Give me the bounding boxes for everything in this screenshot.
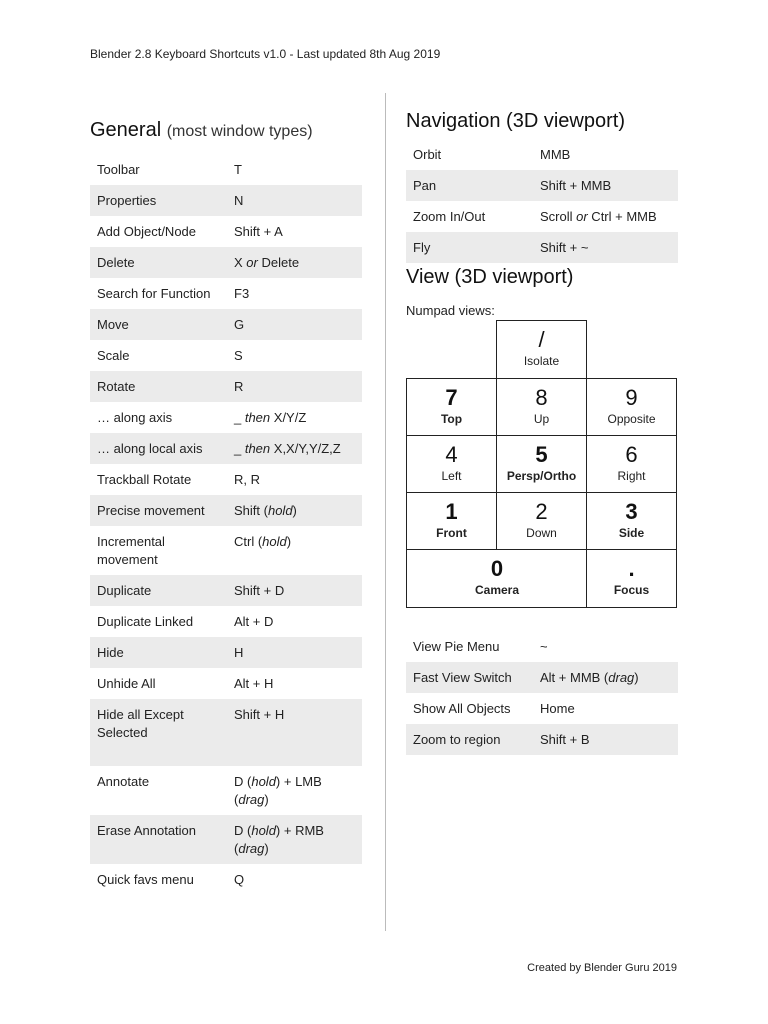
numpad-key-label: Front	[436, 526, 467, 540]
shortcut-row	[406, 724, 678, 755]
shortcut-key: D (hold) + RMB (drag)	[227, 815, 362, 864]
shortcut-row	[90, 340, 362, 371]
shortcut-row	[90, 185, 362, 216]
navigation-shortcut-table	[406, 139, 678, 263]
shortcut-row	[90, 309, 362, 340]
numpad-key	[496, 378, 587, 437]
shortcut-row	[406, 631, 678, 662]
shortcut-key: S	[234, 348, 243, 363]
shortcut-action: Erase Annotation	[90, 815, 227, 864]
document-header: Blender 2.8 Keyboard Shortcuts v1.0 - Last updated 8th Aug 2019	[90, 47, 441, 61]
shortcut-action: Delete	[90, 247, 227, 278]
shortcut-action: Fast View Switch	[406, 662, 533, 693]
shortcut-key: Alt + D	[234, 614, 274, 629]
numpad-key-label: Camera	[474, 583, 520, 597]
shortcut-action: Orbit	[413, 147, 442, 162]
shortcut-key: ~	[540, 639, 548, 654]
numpad-key	[586, 435, 677, 494]
numpad-key-label: Side	[618, 526, 645, 540]
numpad-key	[586, 492, 677, 551]
numpad-key-label: Opposite	[607, 412, 656, 426]
document-footer: Created by Blender Guru 2019	[527, 962, 677, 974]
shortcut-key: Ctrl (hold)	[234, 534, 292, 549]
shortcut-row	[90, 575, 362, 606]
shortcut-action: Incremental movement	[97, 534, 165, 567]
shortcut-row	[90, 154, 362, 185]
shortcut-row	[90, 606, 362, 637]
numpad-key-number: 0	[490, 556, 504, 581]
numpad-key-number: 4	[445, 442, 458, 467]
shortcut-key: _ then X/Y/Z	[234, 410, 307, 425]
shortcut-row	[406, 693, 678, 724]
shortcut-key: Shift + A	[234, 224, 283, 239]
numpad-key	[496, 492, 587, 551]
numpad-key-label: Focus	[613, 583, 650, 597]
shortcut-row	[90, 495, 362, 526]
shortcut-key: _ then X,X/Y,Y/Z,Z	[227, 433, 362, 464]
shortcut-action: … along axis	[97, 410, 173, 425]
numpad-key	[496, 320, 587, 379]
shortcut-key: R	[227, 371, 362, 402]
numpad-key-label: Up	[533, 412, 550, 426]
shortcut-row	[90, 699, 362, 766]
shortcut-key: N	[227, 185, 362, 216]
shortcut-action: Unhide All	[97, 676, 156, 691]
shortcut-action: Rotate	[90, 371, 227, 402]
shortcut-row	[90, 371, 362, 402]
view-shortcut-table	[406, 631, 678, 755]
shortcut-key: G	[227, 309, 362, 340]
shortcut-row	[90, 433, 362, 464]
shortcut-action: Fly	[406, 232, 533, 263]
numpad-key	[586, 378, 677, 437]
shortcut-row	[406, 201, 678, 232]
numpad-key-label: Top	[440, 412, 463, 426]
shortcut-action: Add Object/Node	[97, 224, 197, 239]
column-divider	[385, 93, 386, 931]
shortcut-key: R, R	[234, 472, 260, 487]
shortcut-row	[90, 402, 362, 433]
shortcut-row	[90, 526, 362, 575]
general-shortcut-table	[90, 154, 362, 895]
shortcut-key: Shift + D	[227, 575, 362, 606]
shortcut-key: Q	[234, 872, 245, 887]
shortcut-key: Alt + MMB (drag)	[533, 662, 678, 693]
numpad-key-number: 7	[445, 385, 458, 410]
shortcut-action: Precise movement	[90, 495, 227, 526]
numpad-key-number: 5	[535, 442, 548, 467]
numpad-key	[406, 378, 497, 437]
numpad-key-number: 1	[445, 499, 458, 524]
shortcut-key: Shift + ~	[533, 232, 678, 263]
numpad-key	[586, 549, 677, 608]
shortcut-key: Shift + H	[227, 699, 362, 766]
numpad-key-label: Persp/Ortho	[506, 469, 577, 483]
shortcut-row	[90, 216, 362, 247]
shortcut-row	[406, 662, 678, 693]
numpad-key	[496, 435, 587, 494]
viewport-section	[406, 107, 678, 755]
shortcut-action: Hide all Except Selected	[90, 699, 227, 766]
view-title: View (3D viewport)	[406, 266, 574, 288]
shortcut-row	[90, 766, 362, 815]
general-section	[90, 116, 362, 895]
shortcut-action: Toolbar	[97, 162, 140, 177]
numpad-key	[406, 492, 497, 551]
shortcut-key: F3	[234, 286, 250, 301]
general-title	[90, 116, 362, 146]
numpad-key-number: 9	[625, 385, 638, 410]
numpad-key-number: 8	[535, 385, 548, 410]
shortcut-key: Shift + B	[533, 724, 678, 755]
numpad-key-number: 6	[625, 442, 638, 467]
shortcut-action: Zoom In/Out	[413, 209, 486, 224]
shortcut-action: Duplicate Linked	[97, 614, 194, 629]
numpad-key	[406, 549, 588, 608]
shortcut-action: View Pie Menu	[413, 639, 500, 654]
navigation-title: Navigation (3D viewport)	[406, 110, 625, 132]
shortcut-row	[406, 139, 678, 170]
numpad-key-label: Down	[526, 526, 557, 540]
shortcut-row	[406, 170, 678, 201]
numpad-key-number: 3	[625, 499, 638, 524]
shortcut-action: Annotate	[97, 774, 150, 789]
numpad-diagram	[406, 320, 678, 611]
shortcut-row	[90, 637, 362, 668]
shortcut-row	[90, 278, 362, 309]
general-title-text: General	[90, 119, 162, 141]
general-subtitle: (most window types)	[166, 123, 313, 140]
shortcut-key: X or Delete	[227, 247, 362, 278]
shortcut-action: Pan	[406, 170, 533, 201]
numpad-key-label: Isolate	[523, 354, 560, 368]
numpad-key-number: .	[628, 556, 635, 581]
shortcut-action: … along local axis	[90, 433, 227, 464]
numpad-key-number: /	[538, 327, 545, 352]
shortcut-action: Trackball Rotate	[97, 472, 192, 487]
shortcut-row	[90, 464, 362, 495]
numpad-label: Numpad views:	[406, 303, 495, 318]
shortcut-row	[406, 232, 678, 263]
numpad-key-label: Left	[441, 469, 462, 483]
numpad-key-number: 2	[535, 499, 548, 524]
shortcut-action: Move	[90, 309, 227, 340]
shortcut-key: D (hold) + LMB (drag)	[234, 774, 322, 807]
shortcut-key: Home	[540, 701, 575, 716]
numpad-key-label: Right	[617, 469, 646, 483]
shortcut-row	[90, 815, 362, 864]
shortcut-action: Scale	[97, 348, 130, 363]
shortcut-row	[90, 864, 362, 895]
shortcut-action: Properties	[90, 185, 227, 216]
shortcut-action: Hide	[90, 637, 227, 668]
shortcut-key: H	[227, 637, 362, 668]
shortcut-key: Shift + MMB	[533, 170, 678, 201]
shortcut-key: T	[234, 162, 242, 177]
shortcut-action: Duplicate	[90, 575, 227, 606]
shortcut-key: MMB	[540, 147, 571, 162]
numpad-key	[406, 435, 497, 494]
shortcut-action: Quick favs menu	[97, 872, 194, 887]
shortcut-action: Show All Objects	[413, 701, 511, 716]
shortcut-key: Shift (hold)	[227, 495, 362, 526]
shortcut-row	[90, 668, 362, 699]
shortcut-key: Alt + H	[234, 676, 274, 691]
shortcut-action: Search for Function	[97, 286, 211, 301]
shortcut-action: Zoom to region	[406, 724, 533, 755]
shortcut-key: Scroll or Ctrl + MMB	[540, 209, 657, 224]
shortcut-row	[90, 247, 362, 278]
